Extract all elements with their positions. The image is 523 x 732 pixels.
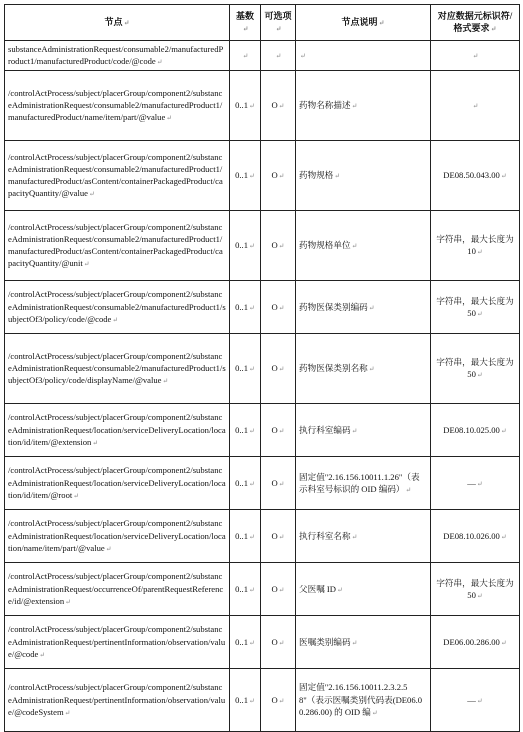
cardinality-cell: 0..1↵ (230, 563, 261, 616)
optional-cell: O↵ (261, 334, 296, 404)
optional-cell: O↵ (261, 281, 296, 334)
cardinality-cell: 0..1↵ (230, 457, 261, 510)
description-cell: 药物名称描述↵ (296, 71, 431, 141)
description-cell: 药物规格单位↵ (296, 211, 431, 281)
data-element-cell: —↵ (431, 457, 520, 510)
cardinality-cell: 0..1↵ (230, 71, 261, 141)
table-row (5, 141, 520, 211)
cardinality-cell: 0..1↵ (230, 669, 261, 732)
optional-cell: O↵ (261, 457, 296, 510)
node-spec-table (4, 4, 520, 732)
data-element-cell: ↵ (431, 71, 520, 141)
optional-cell: ↵ (261, 41, 296, 71)
optional-cell: O↵ (261, 616, 296, 669)
data-element-cell: ↵ (431, 41, 520, 71)
description-cell: 执行科室名称↵ (296, 510, 431, 563)
optional-cell: O↵ (261, 404, 296, 457)
optional-cell: O↵ (261, 71, 296, 141)
description-cell: 药物医保类别名称↵ (296, 334, 431, 404)
node-path-cell: /controlActProcess/subject/placerGroup/component2/substanceAdministrationRequest/location/serviceDeliveryLocation/location/id/item/@root↵ (5, 457, 230, 510)
table-row (5, 41, 520, 71)
cardinality-cell: 0..1↵ (230, 510, 261, 563)
cardinality-cell: ↵ (230, 41, 261, 71)
node-path-cell: /controlActProcess/subject/placerGroup/component2/substanceAdministrationRequest/consumable2/manufacturedProduct1/subjectOf3/policy/code/@code↵ (5, 281, 230, 334)
description-cell: 药物规格↵ (296, 141, 431, 211)
table-row (5, 281, 520, 334)
node-path-cell: /controlActProcess/subject/placerGroup/component2/substanceAdministrationRequest/consumable2/manufacturedProduct1/manufacturedProduct/asContent/containerPackagedProduct/capacityQuantity/@value↵ (5, 141, 230, 211)
table-row (5, 71, 520, 141)
node-path-cell: /controlActProcess/subject/placerGroup/component2/substanceAdministrationRequest/pertinentInformation/observation/value/@codeSystem↵ (5, 669, 230, 732)
table-row (5, 457, 520, 510)
node-path-cell: /controlActProcess/subject/placerGroup/component2/substanceAdministrationRequest/consumable2/manufacturedProduct1/manufacturedProduct/name/item/part/@value↵ (5, 71, 230, 141)
cardinality-cell: 0..1↵ (230, 616, 261, 669)
data-element-cell: DE08.10.026.00↵ (431, 510, 520, 563)
table-row (5, 510, 520, 563)
cardinality-cell: 0..1↵ (230, 281, 261, 334)
header-description: 节点说明↵ (296, 5, 431, 41)
optional-cell: O↵ (261, 669, 296, 732)
data-element-cell: DE08.10.025.00↵ (431, 404, 520, 457)
description-cell: 执行科室编码↵ (296, 404, 431, 457)
description-cell: 医嘱类别编码↵ (296, 616, 431, 669)
table-body (5, 41, 520, 732)
cardinality-cell: 0..1↵ (230, 141, 261, 211)
node-path-cell: /controlActProcess/subject/placerGroup/component2/substanceAdministrationRequest/pertinentInformation/observation/value/@code↵ (5, 616, 230, 669)
table-row (5, 563, 520, 616)
description-cell: 药物医保类别编码↵ (296, 281, 431, 334)
data-element-cell: —↵ (431, 669, 520, 732)
node-path-cell: /controlActProcess/subject/placerGroup/component2/substanceAdministrationRequest/consumable2/manufacturedProduct1/subjectOf3/policy/code/displayName/@value↵ (5, 334, 230, 404)
cardinality-cell: 0..1↵ (230, 404, 261, 457)
table-header-row (5, 5, 520, 41)
node-path-cell: /controlActProcess/subject/placerGroup/component2/substanceAdministrationRequest/location/serviceDeliveryLocation/location/name/item/part/@value↵ (5, 510, 230, 563)
description-cell: ↵ (296, 41, 431, 71)
table-row (5, 669, 520, 732)
data-element-cell: 字符串，最大长度为 50↵ (431, 281, 520, 334)
node-path-cell: substanceAdministrationRequest/consumable2/manufacturedProduct1/manufacturedProduct/code/@code↵ (5, 41, 230, 71)
cardinality-cell: 0..1↵ (230, 334, 261, 404)
table-row (5, 616, 520, 669)
table-row (5, 334, 520, 404)
description-cell: 父医嘱 ID↵ (296, 563, 431, 616)
node-path-cell: /controlActProcess/subject/placerGroup/component2/substanceAdministrationRequest/location/serviceDeliveryLocation/location/id/item/@extension↵ (5, 404, 230, 457)
data-element-cell: 字符串，最大长度为 10↵ (431, 211, 520, 281)
table-row (5, 211, 520, 281)
optional-cell: O↵ (261, 141, 296, 211)
data-element-cell: DE08.50.043.00↵ (431, 141, 520, 211)
data-element-cell: DE06.00.286.00↵ (431, 616, 520, 669)
header-cardinality: 基数↵ (230, 5, 261, 41)
description-cell: 固定值"2.16.156.10011.1.26"（表示科室号标识的 OID 编码）↵ (296, 457, 431, 510)
optional-cell: O↵ (261, 510, 296, 563)
node-path-cell: /controlActProcess/subject/placerGroup/component2/substanceAdministrationRequest/occurrenceOf/parentRequestReference/id/@extension↵ (5, 563, 230, 616)
optional-cell: O↵ (261, 563, 296, 616)
header-data-element: 对应数据元标识符/格式要求↵ (431, 5, 520, 41)
header-node: 节点↵ (5, 5, 230, 41)
data-element-cell: 字符串，最大长度为 50↵ (431, 563, 520, 616)
data-element-cell: 字符串，最大长度为 50↵ (431, 334, 520, 404)
cardinality-cell: 0..1↵ (230, 211, 261, 281)
header-optional: 可选项↵ (261, 5, 296, 41)
description-cell: 固定值"2.16.156.10011.2.3.2.58"（表示医嘱类别代码表(DE06.00.286.00) 的 OID 编↵ (296, 669, 431, 732)
optional-cell: O↵ (261, 211, 296, 281)
node-path-cell: /controlActProcess/subject/placerGroup/component2/substanceAdministrationRequest/consumable2/manufacturedProduct1/manufacturedProduct/asContent/containerPackagedProduct/capacityQuantity/@unit↵ (5, 211, 230, 281)
table-row (5, 404, 520, 457)
